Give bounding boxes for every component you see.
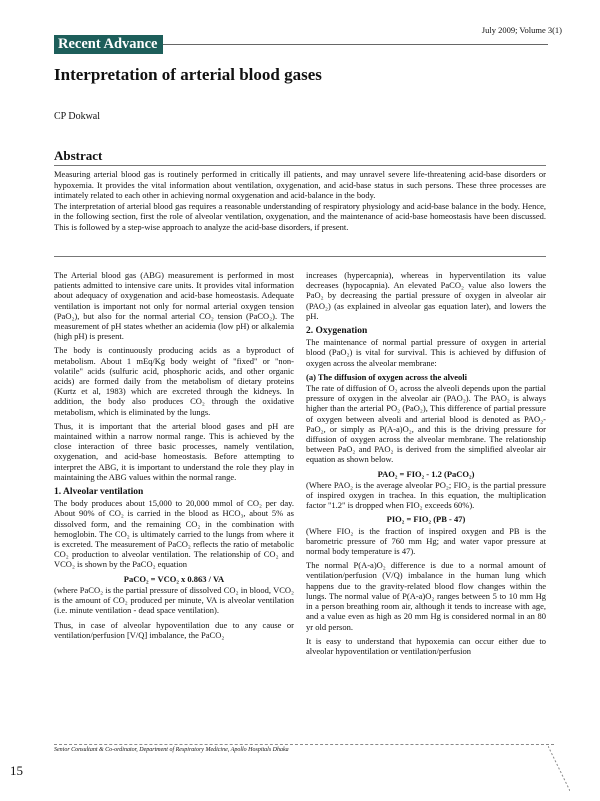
abstract-heading: Abstract: [54, 148, 103, 163]
abstract-paragraph: Measuring arterial blood gas is routinely performed in critically ill patients, and may unravel severe life-threatening acid-base disorders or hypoxemia. It provides the vital information about ventilation, oxygenation, and acid-base status in such persons. These three processes are intimately related to each other in achieving normal oxygenation and acid-balance in the body.: [54, 169, 546, 200]
right-column: [306, 270, 546, 720]
body-paragraph: Thus, it is important that the arterial blood gases and pH are maintained within a narrow normal range. This is achieved by the close interaction of three basic processes, namely ventilation, oxygenation, and acid-base homeostasis. Before attempting to interpret the ABG, it is important to understand the role they play in maintaining the ABG values within the normal range.: [54, 420, 294, 482]
author: CP Dokwal: [54, 111, 101, 122]
left-column: [54, 270, 294, 720]
body-paragraph: The body produces about 15,000 to 20,000 mmol of CO₂ per day. About 90% of CO₂ is carried in the blood as HCO₃, about 5% as dissolved form, and the remaining CO₂ in the combination with hemoglobin. The CO₂ is ultimately carried to the lungs from where it is excreted. The measurement of PaCO₂ reflects the ratio of metabolic CO₂ production to alveolar ventilation. The relationship of CO₂ and VCO₂ is shown by the PaCO₂ equation: [54, 498, 294, 570]
body-paragraph: The Arterial blood gas (ABG) measurement is performed in most patients admitted to intensive care units. It provides vital information about adequacy of oxygenation and acid-base homeostasis. Adequate ventilation is important not only for normal arterial oxygen tension (PaO₂), but also for the normal arterial CO₂ tension (PaCO₂). The measurement of pH states whether an acidemia (low pH) or alkalemia (high pH) is present.: [54, 270, 294, 342]
abstract-box: [54, 165, 546, 257]
body-paragraph: The rate of diffusion of O₂ across the alveoli depends upon the partial pressure of oxygen in the alveolar air (PAO₂). The PAO₂ is always higher than the arterial PO₂ (PaO₂), This difference of partial pressure of oxygen between alveoli and arterial blood is denoted as PAO₂-PaO₂, or simply as P(A-a)O₂, and this is the driving pressure for diffusion of oxygen across the alveolar membrane. The relationship between PaO₂ and PAO₂ is derived from the simplified alveolar air equation as shown below.: [306, 383, 546, 465]
subsection-heading: (a) The diffusion of oxygen across the alveoli: [306, 371, 467, 382]
section-heading: 2. Oxygenation: [306, 326, 368, 337]
footer-corner-line: [548, 746, 570, 791]
body-paragraph: increases (hypercapnia), whereas in hyperventilation its value decreases (hypocapnia). An elevated PaCO₂ value also lowers the PaO₂ by decreasing the partial pressure of oxygen in alveolar air (PAO₂) (as explained in alveolar gas equation later), and lowers the pH.: [306, 270, 546, 321]
body-paragraph: It is easy to understand that hypoxemia can occur either due to alveolar hypoventilation or ventilation/perfusion: [306, 635, 546, 656]
body-paragraph: The body is continuously producing acids as a byproduct of metabolism. About 1 mEq/Kg body weight of "fixed" or "non-volatile" acids (sulfuric acid, phosphoric acids, and other organic acids) are formed daily from the metabolism of dietary proteins (Kurtz et al, 1983) which are excreted through the kidneys. In addition, the body also produces CO₂ through the oxidative metabolism, which is eliminated by the lungs.: [54, 345, 294, 417]
page-number: 15: [10, 763, 23, 778]
equation: PaCO₂ = VCO₂ x 0.863 / VA: [123, 573, 225, 584]
footer-rule: [54, 744, 554, 745]
article-title: Interpretation of arterial blood gases: [54, 65, 322, 84]
body-paragraph: The maintenance of normal partial pressure of oxygen in arterial blood (PaO₂) is vital for survival. This is achieved by diffusion of oxygen across the alveolar membrane:: [306, 337, 546, 368]
body-paragraph: (where PaCO₂ is the partial pressure of dissolved CO₂ in blood, VCO₂ is the amount of CO₂ produced per minute, VA is alveolar ventilation (i.e. minute ventilation - dead space ventilation).: [54, 584, 294, 616]
equation: PAO₂ = FIO₂ - 1.2 (PaCO₂): [377, 468, 475, 479]
body-paragraph: (Where PAO₂ is the average alveolar PO₂; FIO₂ is the partial pressure of inspired oxygen in trachea. In this equation, the multiplication factor "1.2" is dropped when FIO₂ exceeds 60%).: [306, 479, 546, 511]
body-paragraph: The normal P(A-a)O₂ difference is due to a normal amount of ventilation/perfusion (V/Q) imbalance in the human lung which happens due to the gravity-related blood flow changes within the lungs. The normal value of P(A-a)O₂ ranges between 5 to 10 mm Hg in a person breathing room air, although it tends to increase with age, and a value even as high as 20 mm Hg is considered normal in an 80 yr old person.: [306, 560, 546, 632]
equation: PIO₂ = FIO₂ (PB - 47): [386, 514, 466, 525]
abstract-paragraph: The interpretation of arterial blood gas requires a reasonable understanding of respiratory physiology and acid-base balance in the body. Hence, in the following section, first the role of alveolar ventilation, oxygenation, and the maintenance of acid-base homeostasis have been discussed. This is followed by a step-wise approach to analyze the acid-base disorders, if present.: [54, 200, 546, 232]
body-paragraph: Thus, in case of alveolar hypoventilation due to any cause or ventilation/perfusion [V/Q] imbalance, the PaCO₂: [54, 619, 294, 640]
header-rule: [163, 44, 548, 45]
section-band: Recent Advance: [54, 35, 163, 54]
body-paragraph: (Where FIO₂ is the fraction of inspired oxygen and PB is the barometric pressure of 760 mm Hg; and water vapor pressure at normal body temperature is 47).: [306, 525, 546, 557]
author-footnote: Senior Consultant & Co-ordinator, Department of Respiratory Medicine, Apollo Hospitals Dhaka: [54, 747, 289, 753]
journal-info: July 2009; Volume 3(1): [481, 25, 562, 35]
section-heading: 1. Alveolar ventilation: [54, 487, 144, 498]
